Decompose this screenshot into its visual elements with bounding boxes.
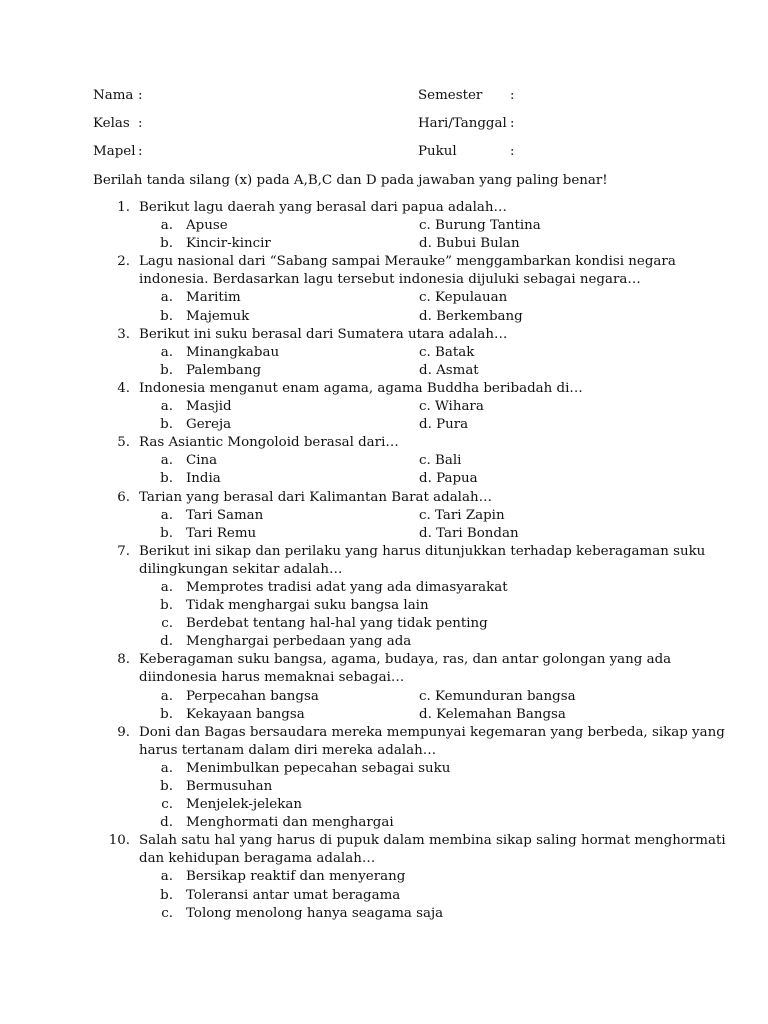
- answer-option-row: [0, 868, 768, 886]
- option-letter: a.: [160, 453, 173, 469]
- option-text-right: c. Batak: [419, 344, 475, 360]
- option-text-right: c. Kemunduran bangsa: [419, 688, 576, 704]
- answer-option-row: [0, 778, 768, 796]
- option-letter: c.: [161, 616, 173, 632]
- option-text: Cina: [186, 453, 218, 469]
- option-text-right: c. Bali: [419, 453, 462, 469]
- option-text: Minangkabau: [186, 344, 280, 360]
- option-text: Kekayaan bangsa: [186, 706, 305, 722]
- option-text-right: c. Wihara: [419, 399, 484, 415]
- option-text-right: d. Bubui Bulan: [419, 236, 520, 252]
- question-line: [0, 199, 768, 217]
- option-text: Apuse: [186, 218, 228, 234]
- header-row-nama: [93, 86, 693, 106]
- pukul-colon: :: [510, 144, 515, 159]
- answer-option-row: [0, 887, 768, 905]
- option-letter: a.: [160, 344, 173, 360]
- option-text-right: d. Kelemahan Bangsa: [419, 706, 566, 722]
- option-text: Menjelek-jelekan: [186, 797, 302, 813]
- header-row-kelas: [93, 114, 693, 134]
- question-text: Indonesia menganut enam agama, agama Buddha beribadah di…: [139, 380, 583, 396]
- answer-option-row: [0, 470, 768, 488]
- option-text: Tolong menolong hanya seagama saja: [186, 905, 444, 921]
- question-item: [0, 434, 768, 488]
- question-line: [0, 669, 768, 687]
- question-number: 5.: [117, 435, 130, 451]
- option-letter: d.: [160, 634, 173, 650]
- question-line: [0, 380, 768, 398]
- question-text: indonesia. Berdasarkan lagu tersebut indonesia dijuluki sebagai negara…: [139, 272, 641, 288]
- option-letter: b.: [160, 598, 173, 614]
- answer-option-row: [0, 633, 768, 651]
- option-text: Majemuk: [186, 308, 250, 324]
- semester-colon: :: [510, 88, 515, 103]
- answer-option-row: [0, 235, 768, 253]
- answer-option-row: [0, 452, 768, 470]
- option-letter: a.: [160, 688, 173, 704]
- answer-option-row: [0, 362, 768, 380]
- answer-option-row: [0, 289, 768, 307]
- question-line: [0, 326, 768, 344]
- option-text-right: d. Pura: [419, 417, 469, 433]
- answer-option-row: [0, 398, 768, 416]
- question-number: 10.: [108, 833, 130, 849]
- hari-tanggal-label: Hari/Tanggal: [418, 116, 507, 131]
- question-line: [0, 724, 768, 742]
- kelas-colon: :: [138, 116, 143, 131]
- question-text: diindonesia harus memaknai sebagai…: [139, 670, 405, 686]
- question-number: 1.: [117, 200, 130, 215]
- answer-option-row: [0, 796, 768, 814]
- answer-option-row: [0, 344, 768, 362]
- answer-option-row: [0, 416, 768, 434]
- question-item: [0, 651, 768, 723]
- option-letter: a.: [160, 869, 173, 885]
- option-text: Gereja: [186, 417, 232, 433]
- option-text: Tari Remu: [186, 525, 257, 541]
- question-item: [0, 326, 768, 380]
- question-item: [0, 489, 768, 543]
- answer-option-row: [0, 597, 768, 615]
- question-line: [0, 832, 768, 850]
- option-letter: b.: [160, 887, 173, 903]
- option-text: Maritim: [186, 290, 241, 306]
- question-number: 2.: [117, 254, 130, 270]
- question-number: 8.: [117, 652, 130, 668]
- mapel-label: Mapel: [93, 144, 136, 159]
- question-text: Tarian yang berasal dari Kalimantan Barat adalah…: [139, 489, 492, 505]
- answer-option-row: [0, 905, 768, 923]
- option-letter: a.: [160, 399, 173, 415]
- question-text: Berikut lagu daerah yang berasal dari papua adalah…: [139, 200, 507, 215]
- question-number: 7.: [117, 543, 130, 559]
- mapel-colon: :: [138, 144, 143, 159]
- question-line: [0, 543, 768, 561]
- question-line: [0, 850, 768, 868]
- question-text: harus tertanam dalam diri mereka adalah…: [139, 742, 437, 758]
- answer-option-row: [0, 688, 768, 706]
- question-text: Berikut ini suku berasal dari Sumatera utara adalah…: [139, 326, 508, 342]
- option-text: Bermusuhan: [186, 779, 273, 794]
- option-letter: a.: [160, 579, 173, 595]
- option-text: Kincir-kincir: [186, 236, 271, 252]
- header-row-mapel: [93, 142, 693, 162]
- question-text: Berikut ini sikap dan perilaku yang harus ditunjukkan terhadap keberagaman suku: [139, 543, 706, 559]
- question-item: [0, 380, 768, 434]
- option-letter: a.: [160, 218, 173, 234]
- option-text: India: [186, 471, 221, 487]
- question-line: [0, 742, 768, 760]
- option-text-right: c. Tari Zapin: [419, 507, 505, 523]
- pukul-label: Pukul: [418, 144, 457, 159]
- instruction-text: Berilah tanda silang (x) pada A,B,C dan D pada jawaban yang paling benar!: [93, 173, 608, 188]
- option-text-right: d. Berkembang: [419, 308, 523, 324]
- option-text-right: d. Asmat: [419, 362, 479, 378]
- option-text: Masjid: [186, 399, 232, 415]
- option-text-right: d. Papua: [419, 471, 478, 487]
- option-text-right: d. Tari Bondan: [419, 525, 519, 541]
- option-text: Menghargai perbedaan yang ada: [186, 634, 412, 650]
- answer-option-row: [0, 615, 768, 633]
- question-text: Lagu nasional dari “Sabang sampai Merauke” menggambarkan kondisi negara: [139, 254, 676, 270]
- option-text: Menimbulkan pepecahan sebagai suku: [186, 760, 451, 776]
- nama-label: Nama: [93, 88, 134, 103]
- question-text: Ras Asiantic Mongoloid berasal dari…: [139, 435, 399, 451]
- option-text: Perpecahan bangsa: [186, 688, 319, 704]
- question-list: [0, 199, 768, 923]
- question-text: Salah satu hal yang harus di pupuk dalam membina sikap saling hormat menghormati: [139, 833, 726, 849]
- option-letter: b.: [160, 417, 173, 433]
- option-letter: a.: [160, 760, 173, 776]
- option-letter: b.: [160, 706, 173, 722]
- question-line: [0, 434, 768, 452]
- answer-option-row: [0, 579, 768, 597]
- option-text: Bersikap reaktif dan menyerang: [186, 869, 406, 885]
- hari-tanggal-colon: :: [510, 116, 515, 131]
- question-line: [0, 271, 768, 289]
- semester-label: Semester: [418, 88, 483, 103]
- option-text: Berdebat tentang hal-hal yang tidak penting: [186, 616, 488, 632]
- answer-option-row: [0, 308, 768, 326]
- question-line: [0, 253, 768, 271]
- question-item: [0, 724, 768, 833]
- question-line: [0, 651, 768, 669]
- option-letter: a.: [160, 290, 173, 306]
- question-item: [0, 832, 768, 922]
- option-text: Tari Saman: [186, 507, 264, 523]
- option-letter: c.: [161, 797, 173, 813]
- option-letter: a.: [160, 507, 173, 523]
- option-text: Memprotes tradisi adat yang ada dimasyarakat: [186, 579, 508, 595]
- question-item: [0, 199, 768, 253]
- option-letter: b.: [160, 525, 173, 541]
- question-number: 6.: [117, 489, 130, 505]
- option-letter: b.: [160, 308, 173, 324]
- question-item: [0, 543, 768, 652]
- question-line: [0, 561, 768, 579]
- answer-option-row: [0, 706, 768, 724]
- question-text: Keberagaman suku bangsa, agama, budaya, ras, dan antar golongan yang ada: [139, 652, 672, 668]
- question-number: 4.: [117, 380, 130, 396]
- answer-option-row: [0, 217, 768, 235]
- question-item: [0, 253, 768, 325]
- option-text: Palembang: [186, 362, 262, 378]
- option-text: Menghormati dan menghargai: [186, 815, 394, 831]
- option-letter: b.: [160, 471, 173, 487]
- question-line: [0, 489, 768, 507]
- answer-option-row: [0, 525, 768, 543]
- question-number: 3.: [117, 326, 130, 342]
- option-text: Tidak menghargai suku bangsa lain: [186, 598, 429, 614]
- option-text-right: c. Kepulauan: [419, 290, 508, 306]
- question-text: dilingkungan sekitar adalah…: [139, 561, 343, 577]
- option-letter: b.: [160, 362, 173, 378]
- kelas-label: Kelas: [93, 116, 130, 131]
- option-letter: d.: [160, 815, 173, 831]
- question-number: 9.: [117, 724, 130, 740]
- nama-colon: :: [138, 88, 143, 103]
- question-text: dan kehidupan beragama adalah…: [139, 851, 376, 867]
- answer-option-row: [0, 814, 768, 832]
- question-text: Doni dan Bagas bersaudara mereka mempunyai kegemaran yang berbeda, sikap yang: [139, 724, 725, 740]
- option-letter: b.: [160, 236, 173, 252]
- answer-option-row: [0, 760, 768, 778]
- option-letter: b.: [160, 779, 173, 794]
- option-text-right: c. Burung Tantina: [419, 218, 541, 234]
- answer-option-row: [0, 507, 768, 525]
- option-letter: c.: [161, 905, 173, 921]
- option-text: Toleransi antar umat beragama: [186, 887, 401, 903]
